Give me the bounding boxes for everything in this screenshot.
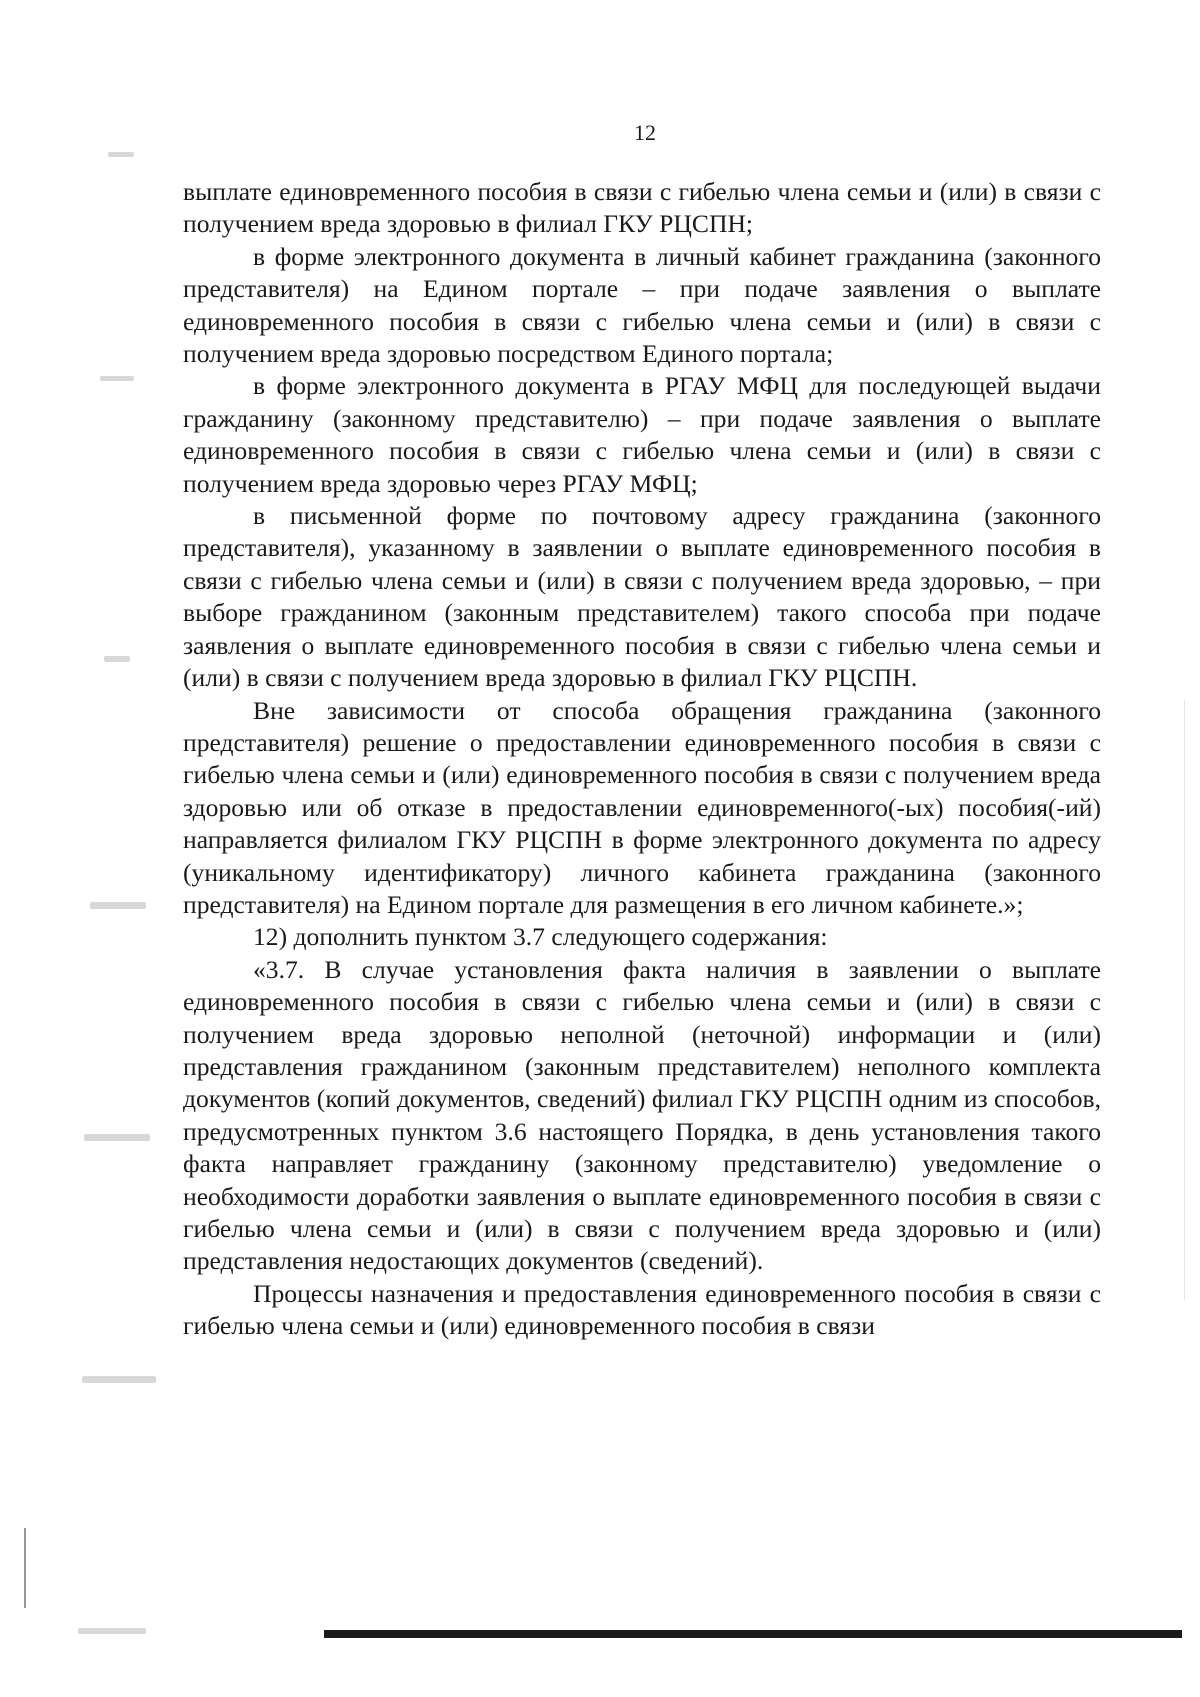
scan-smudge (82, 1376, 156, 1383)
paragraph: в форме электронного документа в РГАУ МФЦ для последующей выдачи гражданину (законному представителю) – при подаче заявления о выплате единовременного пособия в связи с гибелью члена семьи и (или) в связи с получением вреда здоровью через РГАУ МФЦ; (183, 371, 1101, 498)
paragraph: в письменной форме по почтовому адресу гражданина (законного представителя), указанному в заявлении о выплате единовременного пособия в связи с гибелью члена семьи и (или) в связи с получением вреда здоровью, – при выборе гражданином (законным представителем) такого способа при подаче заявления о выплате единовременного пособия в связи с гибелью члена семьи и (или) в связи с получением вреда здоровью в филиал ГКУ РЦСПН. (183, 501, 1101, 693)
scan-smudge (108, 152, 134, 157)
scan-smudge (100, 376, 134, 381)
document-body (183, 176, 1101, 1343)
scan-smudge (84, 1134, 150, 1141)
scan-smudge (78, 1628, 146, 1634)
scan-edge-line (1184, 700, 1185, 1300)
scan-bottom-bar (324, 1630, 1182, 1638)
scan-smudge (90, 902, 146, 909)
paragraph: Вне зависимости от способа обращения гражданина (законного представителя) решение о предоставлении единовременного пособия в связи с гибелью члена семьи и (или) единовременного пособия в связи с получением вреда здоровью или об отказе в предоставлении единовременного(-ых) пособия(-ий) направляется филиалом ГКУ РЦСПН в форме электронного документа по адресу (уникальному идентификатору) личного кабинета гражданина (законного представителя) на Едином портале для размещения в его личном кабинете.»; (183, 695, 1101, 919)
paragraph: Процессы назначения и предоставления единовременного пособия в связи с гибелью члена семьи и (или) единовременного пособия в связи (183, 1278, 1101, 1341)
scan-smudge (104, 656, 130, 662)
scan-edge-line (24, 1528, 26, 1608)
paragraph: «3.7. В случае установления факта наличия в заявлении о выплате единовременного пособия в связи с гибелью члена семьи и (или) в связи с получением вреда здоровью неполной (неточной) информации и (или) представления гражданином (законным представителем) неполного комплекта документов (копий документов, сведений) филиал ГКУ РЦСПН одним из способов, предусмотренных пунктом 3.6 настоящего Порядка, в день установления такого факта направляет гражданину (законному представителю) уведомление о необходимости доработки заявления о выплате единовременного пособия в связи с гибелью члена семьи и (или) в связи с получением вреда здоровью и (или) представления недостающих документов (сведений). (183, 954, 1101, 1276)
paragraph: в форме электронного документа в личный кабинет гражданина (законного представителя) на Едином портале – при подаче заявления о выплате единовременного пособия в связи с гибелью члена семьи и (или) в связи с получением вреда здоровью посредством Единого портала; (183, 241, 1101, 369)
paragraph: выплате единовременного пособия в связи с гибелью члена семьи и (или) в связи с получением вреда здоровью в филиал ГКУ РЦСПН; (183, 177, 1101, 239)
page-number: 12 (634, 120, 656, 145)
paragraph: 12) дополнить пунктом 3.7 следующего содержания: (253, 922, 828, 952)
